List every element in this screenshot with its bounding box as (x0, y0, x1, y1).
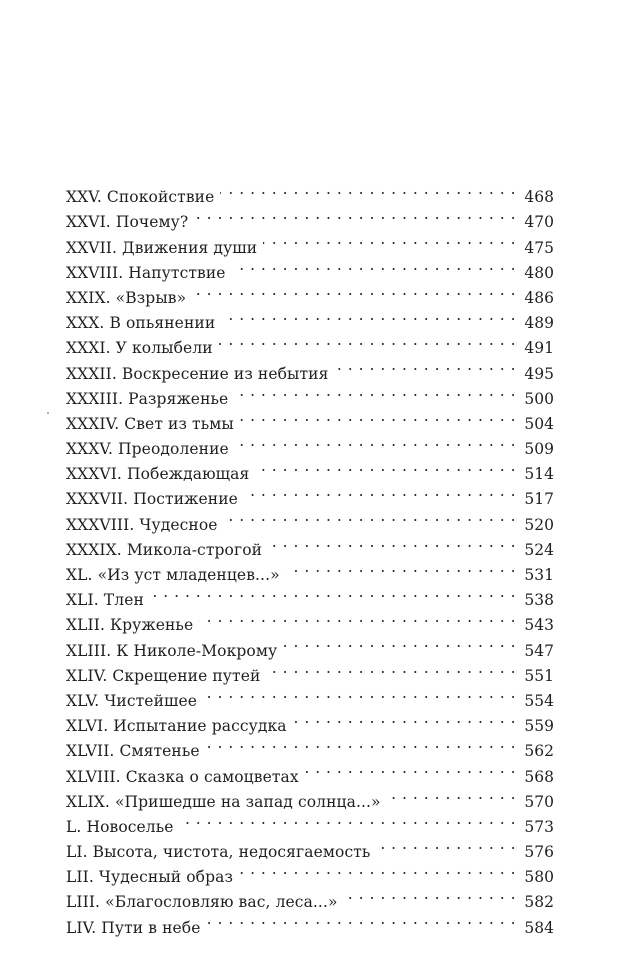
toc-entry-title: XL. «Из уст младенцев...» (66, 566, 280, 584)
dot-leader (255, 454, 516, 479)
toc-entry-page-number: 576 (524, 843, 554, 862)
dot-leader (232, 253, 516, 278)
toc-entry-page-number: 580 (524, 868, 554, 887)
toc-entry-title: XXXIII. Разряженье (66, 389, 229, 408)
dot-leader (244, 479, 516, 504)
dot-leader (283, 630, 516, 655)
dot-leader (235, 429, 516, 454)
toc-entry-page-number: 500 (524, 389, 554, 408)
toc-entry-title: LIII. «Благословляю вас, леса...» (66, 893, 338, 912)
toc-entry-page-number: 491 (524, 339, 554, 358)
dot-leader (194, 202, 516, 227)
dot-leader (334, 353, 516, 378)
toc-entry-title: XLII. Круженье (66, 616, 194, 635)
toc-entry-page-number: 495 (524, 364, 554, 383)
toc-entry-title: XXVII. Движения души (66, 238, 258, 257)
toc-entry-title: XXXII. Воскресение из небытия (66, 364, 329, 383)
dot-leader (239, 857, 516, 882)
toc-entry-page-number: 543 (524, 616, 554, 635)
dot-leader (192, 278, 516, 303)
toc-entry-title: XLVIII. Сказка о самоцветах (66, 767, 299, 786)
dot-leader (180, 807, 516, 832)
toc-entry-page-number: 475 (524, 238, 554, 257)
dot-leader (344, 882, 516, 907)
toc-entry-page-number: 562 (524, 742, 554, 761)
toc-entry-page-number: 468 (524, 188, 554, 207)
toc-entry-title: XLVII. Смятенье (66, 742, 200, 761)
toc-entry-title: XLV. Чистейшее (66, 691, 198, 710)
toc-entry-page-number: 584 (524, 918, 554, 937)
dot-leader (234, 379, 516, 404)
toc-entry-page-number: 520 (524, 515, 554, 534)
toc-entry-title: XXX. В опьянении (66, 314, 216, 333)
toc-entry-page-number: 559 (524, 717, 554, 736)
dot-leader (206, 731, 516, 756)
toc-entry-page-number: 480 (524, 263, 554, 282)
toc-entry (66, 177, 554, 207)
toc-entry-title: LII. Чудесный образ (66, 868, 233, 887)
toc-entry-page-number: 470 (524, 213, 554, 232)
toc-entry-title: XXXVIII. Чудесное (66, 515, 218, 534)
toc-entry-title: XLIV. Скрещение путей (66, 666, 261, 685)
dot-leader (387, 782, 516, 807)
toc-entry-page-number: 514 (524, 465, 554, 484)
toc-entry-page-number: 551 (524, 666, 554, 685)
toc-entry-page-number: 582 (524, 893, 554, 912)
toc-entry-title: XXVI. Почему? (66, 213, 189, 232)
toc-entry-page-number: 568 (524, 767, 554, 786)
toc-entry-title: XXIX. «Взрыв» (66, 288, 187, 307)
toc-entry-title: L. Новоселье (66, 817, 174, 836)
toc-entry-title: XXXIX. Микола-строгой (66, 540, 263, 559)
dot-leader (263, 227, 516, 252)
toc-entry-page-number: 547 (524, 641, 554, 660)
toc-entry-page-number: 531 (524, 566, 554, 584)
dot-leader (266, 656, 516, 681)
dot-leader (221, 303, 516, 328)
dot-leader (305, 756, 516, 781)
toc-entry-title: XLIX. «Пришедше на запад солнца...» (66, 792, 381, 811)
toc-entry-title: XXXVI. Побеждающая (66, 465, 250, 484)
dot-leader (224, 504, 516, 529)
dot-leader (286, 555, 516, 580)
dot-leader (199, 605, 516, 630)
paper-speck (47, 412, 50, 415)
toc-entry-title: LIV. Пути в небе (66, 918, 201, 937)
toc-entry-page-number: 489 (524, 314, 554, 333)
toc-entry-page-number: 486 (524, 288, 554, 307)
dot-leader (293, 706, 516, 731)
toc-entry-title: XXXV. Преодоление (66, 440, 229, 459)
toc-entry-title: XXXIV. Свет из тьмы (66, 414, 234, 433)
toc-entry-page-number: 509 (524, 440, 554, 459)
toc-entry-page-number: 517 (524, 490, 554, 509)
toc-entry-page-number: 538 (524, 591, 554, 610)
toc-entry-page-number: 504 (524, 414, 554, 433)
toc-entry-page-number: 573 (524, 817, 554, 836)
toc-entry-title: XXVIII. Напутствие (66, 263, 226, 282)
toc-entry-page-number: 554 (524, 691, 554, 710)
dot-leader (376, 832, 516, 857)
toc-entry-page-number: 570 (524, 792, 554, 811)
table-of-contents (66, 177, 554, 937)
dot-leader (268, 530, 516, 555)
toc-entry-title: XXV. Спокойствие (66, 188, 215, 207)
dot-leader (203, 681, 516, 706)
dot-leader (240, 404, 516, 429)
toc-entry-title: XXXI. У колыбели (66, 339, 213, 358)
toc-entry-page-number: 524 (524, 540, 554, 559)
toc-entry-title: LI. Высота, чистота, недосягаемость (66, 843, 371, 862)
toc-entry-title: XLVI. Испытание рассудка (66, 717, 287, 736)
dot-leader (219, 328, 516, 353)
toc-entry-title: XLI. Тлен (66, 591, 144, 610)
dot-leader (207, 907, 517, 932)
toc-entry-title: XLIII. К Николе-Мокрому (66, 641, 278, 660)
toc-entry-title: XXXVII. Постижение (66, 490, 238, 509)
dot-leader (150, 580, 516, 605)
dot-leader (220, 177, 516, 202)
